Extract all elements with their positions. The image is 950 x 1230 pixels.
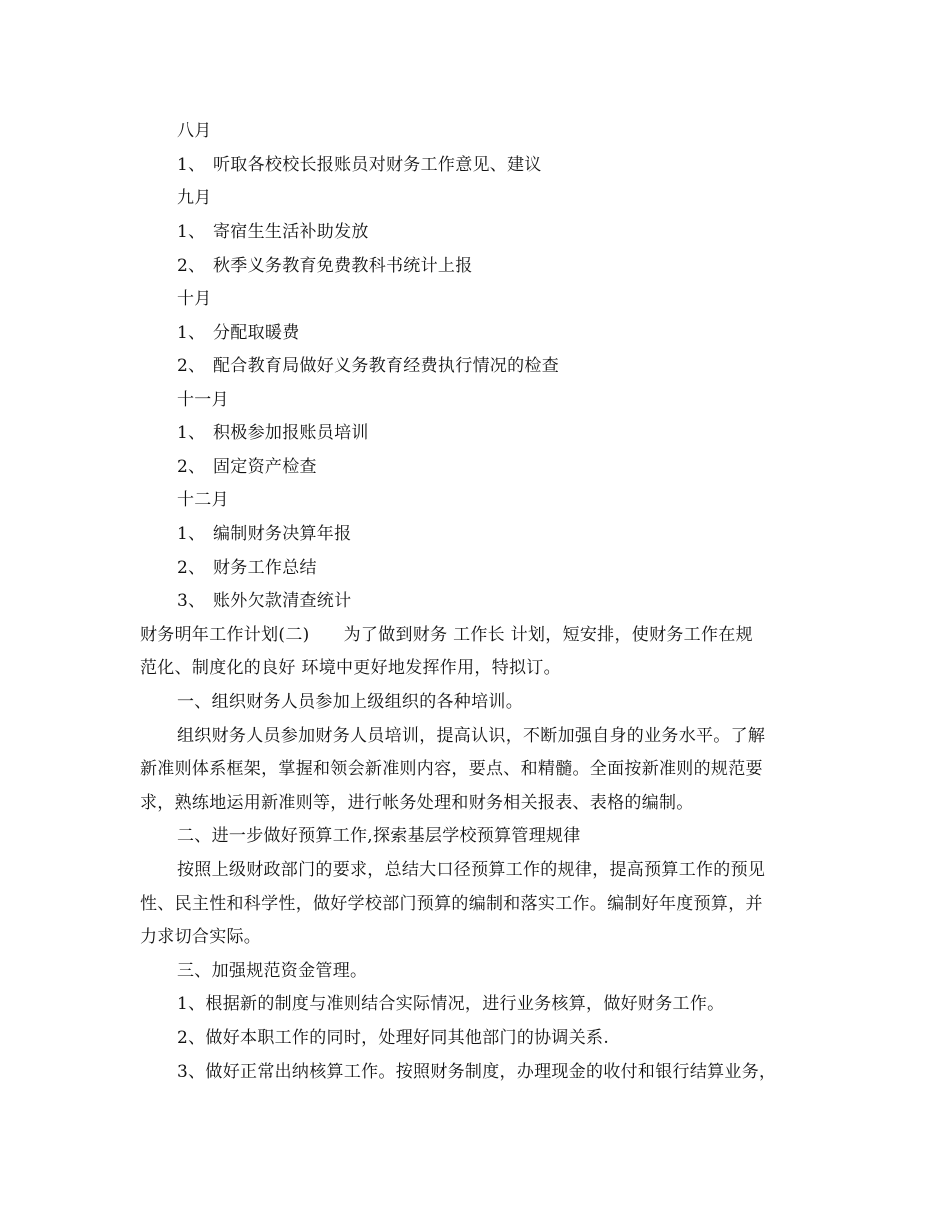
list-number: 1、 bbox=[177, 222, 206, 242]
list-number: 2、 bbox=[177, 457, 206, 477]
list-number: 3、 bbox=[177, 591, 206, 611]
list-number: 1、 bbox=[177, 524, 206, 544]
section-title-2: 二、进一步做好预算工作,探索基层学校预算管理规律 bbox=[177, 826, 581, 846]
paragraph-line: 力求切合实际。 bbox=[140, 927, 262, 947]
section-title-1: 一、组织财务人员参加上级组织的各种培训。 bbox=[177, 692, 523, 712]
paragraph-line: 求，熟练地运用新准则等，进行帐务处理和财务相关报表、表格的编制。 bbox=[140, 793, 694, 813]
plan-intro-cont: 范化、制度化的良好 环境中更好地发挥作用，特拟订。 bbox=[140, 658, 561, 678]
paragraph-line: 性、民主性和科学性，做好学校部门预算的编制和落实工作。编制好年度预算，并 bbox=[140, 894, 763, 914]
month-title-aug: 八月 bbox=[177, 121, 212, 141]
month-title-dec: 十二月 bbox=[177, 490, 229, 510]
list-item: 固定资产检查 bbox=[213, 457, 317, 477]
list-number: 1、 bbox=[177, 155, 206, 175]
list-item: 财务工作总结 bbox=[213, 558, 317, 578]
list-item: 1、根据新的制度与准则结合实际情况，进行业务核算，做好财务工作。 bbox=[177, 994, 725, 1014]
list-number: 1、 bbox=[177, 323, 206, 343]
list-number: 2、 bbox=[177, 256, 206, 276]
list-item: 配合教育局做好义务教育经费执行情况的检查 bbox=[213, 356, 559, 376]
list-item: 听取各校校长报账员对财务工作意见、建议 bbox=[213, 155, 542, 175]
paragraph-line: 组织财务人员参加财务人员培训，提高认识，不断加强自身的业务水平。了解 bbox=[177, 726, 766, 746]
list-number: 2、 bbox=[177, 356, 206, 376]
month-title-oct: 十月 bbox=[177, 289, 212, 309]
plan-heading: 财务明年工作计划(二) bbox=[140, 625, 310, 645]
section-title-3: 三、加强规范资金管理。 bbox=[177, 961, 368, 981]
list-item: 3、做好正常出纳核算工作。按照财务制度，办理现金的收付和银行结算业务， bbox=[177, 1062, 777, 1082]
month-title-sep: 九月 bbox=[177, 188, 212, 208]
plan-intro: 为了做到财务 工作长 计划，短安排，使财务工作在规 bbox=[343, 625, 753, 645]
list-item: 积极参加报账员培训 bbox=[213, 423, 369, 443]
paragraph-line: 新准则体系框架，掌握和领会新准则内容，要点、和精髓。全面按新准则的规范要 bbox=[140, 759, 763, 779]
list-item: 秋季义务教育免费教科书统计上报 bbox=[213, 256, 473, 276]
list-item: 编制财务决算年报 bbox=[213, 524, 352, 544]
paragraph-line: 按照上级财政部门的要求，总结大口径预算工作的规律，提高预算工作的预见 bbox=[177, 860, 766, 880]
list-number: 1、 bbox=[177, 423, 206, 443]
list-item: 分配取暖费 bbox=[213, 323, 300, 343]
month-title-nov: 十一月 bbox=[177, 390, 229, 410]
list-number: 2、 bbox=[177, 558, 206, 578]
list-item: 寄宿生生活补助发放 bbox=[213, 222, 369, 242]
list-item: 账外欠款清查统计 bbox=[213, 591, 352, 611]
plan-intro-line bbox=[140, 624, 753, 646]
list-item: 2、做好本职工作的同时，处理好同其他部门的协调关系. bbox=[177, 1028, 610, 1048]
